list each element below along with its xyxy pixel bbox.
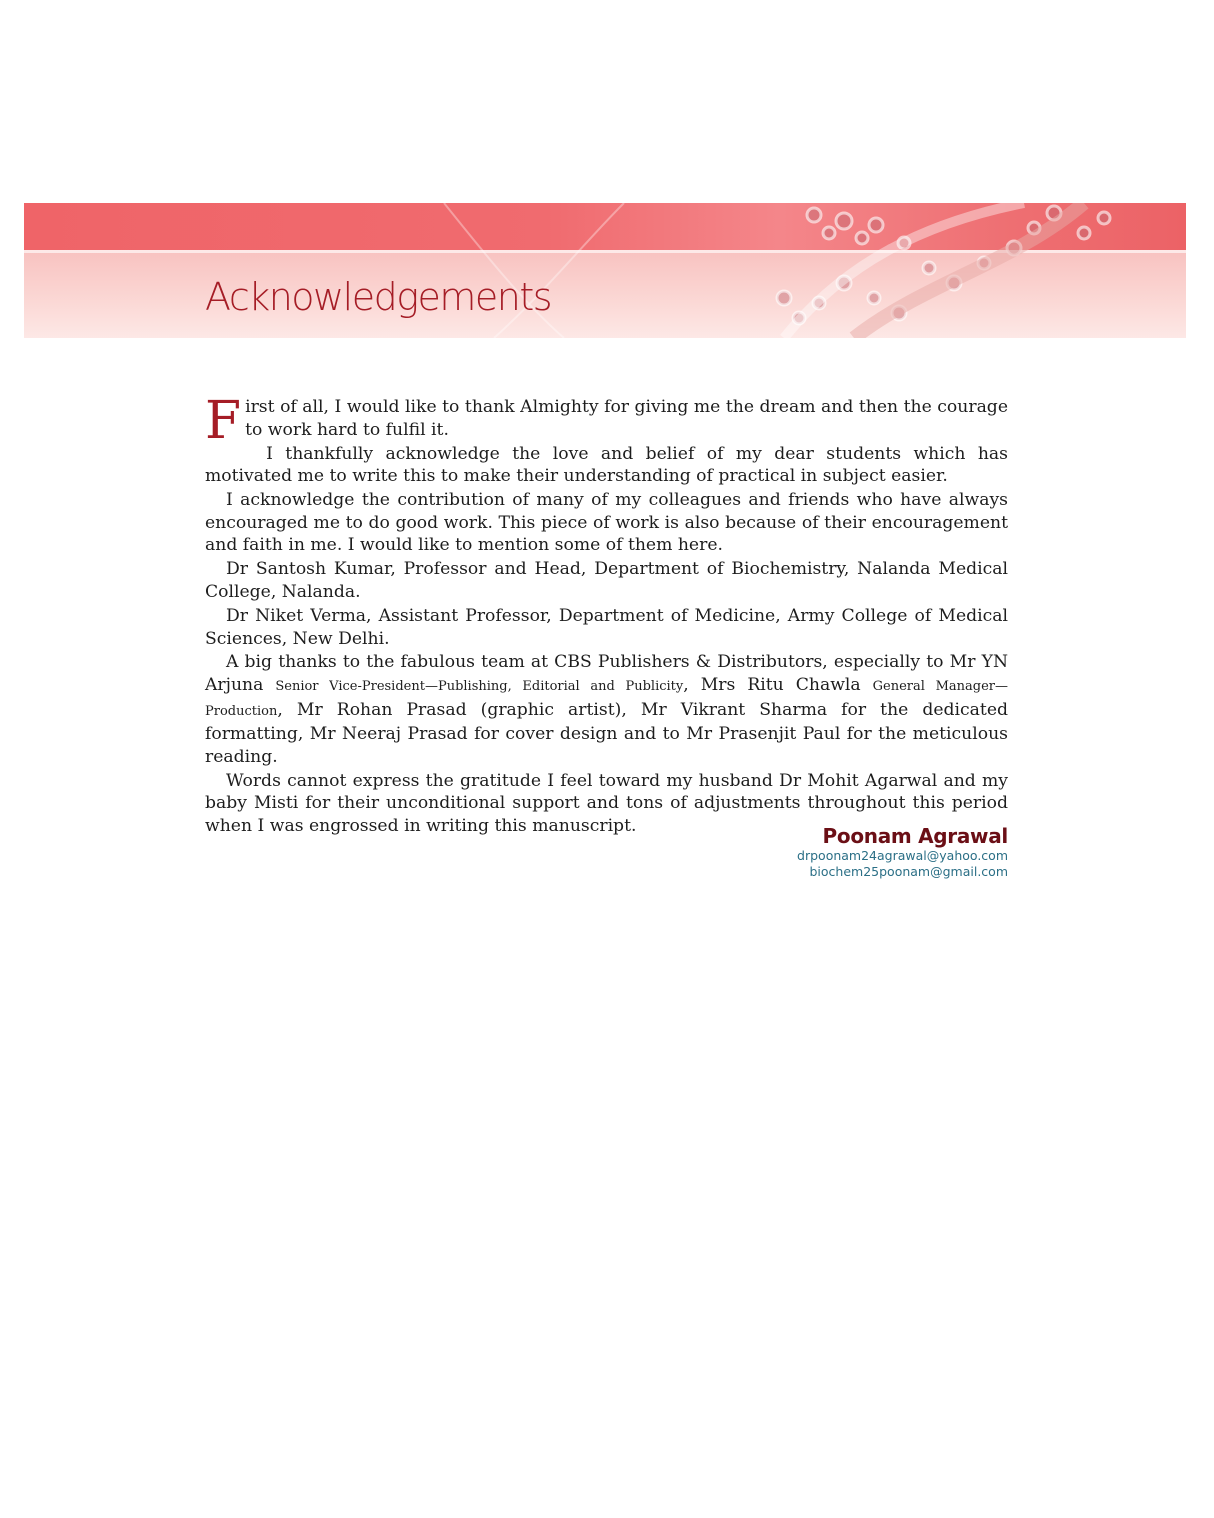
paragraph [205,391,1008,451]
author-email: drpoonam24agrawal@yahoo.com [797,848,1008,863]
paragraph-text: , Mrs Ritu Chawla [683,675,873,696]
paragraph-text: A big thanks to the fabulous team at CBS Publishers & Distributors, especially to Mr YN Arjuna [205,652,1008,696]
page-title: Acknowledgements [205,275,552,319]
signature-block [797,824,1008,880]
author-email: biochem25poonam@gmail.com [809,864,1008,879]
paragraph: Words cannot express the gratitude I feel toward my husband Dr Mohit Agarwal and my baby Misti for their unconditional support and tons of adjustments throughout this period when I was engrossed in writing this manuscript. [205,770,1008,837]
paragraph: I acknowledge the contribution of many of my colleagues and friends who have always encouraged me to do good work. This piece of work is also because of their encouragement and faith in me. I would like to mention some of them here. [205,490,1008,556]
job-title: General Manager—Production [205,679,1008,719]
paragraph-text: , Mr Rohan Prasad (graphic artist), Mr Vikrant Sharma for the dedicated formatting, Mr Neeraj Prasad for cover design and to Mr Prasenjit Paul for the meticulous reading. [205,699,1008,767]
paragraph: I thankfully acknowledge the love and belief of my dear students which has motivated me to write this to make their understanding of practical in subject easier. [205,443,1008,487]
chapter-banner [24,203,1186,338]
paragraph-text: irst of all, I would like to thank Almighty for giving me the dream and then the courage to work hard to fulfil it. [245,397,1008,440]
acknowledgement-text [205,391,1008,839]
author-name: Poonam Agrawal [822,824,1008,848]
paragraph: Dr Santosh Kumar, Professor and Head, Department of Biochemistry, Nalanda Medical College, Nalanda. [205,559,1008,602]
drop-cap: F [205,391,242,451]
job-title: Senior Vice-President—Publishing, Editorial and Publicity [275,679,684,695]
dna-helix-decoration [24,203,1186,338]
paragraph [205,651,1008,768]
paragraph: Dr Niket Verma, Assistant Professor, Department of Medicine, Army College of Medical Sciences, New Delhi. [205,605,1008,649]
